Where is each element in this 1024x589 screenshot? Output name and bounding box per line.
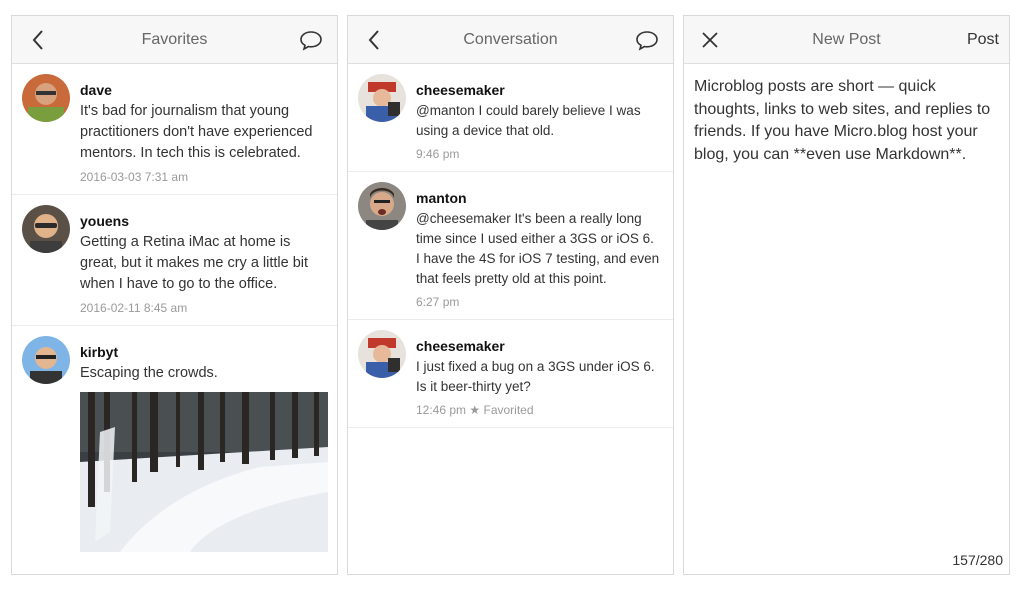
avatar[interactable] xyxy=(22,74,70,122)
list-item[interactable] xyxy=(348,64,673,172)
favorited-status: ★ Favorited xyxy=(469,403,534,417)
post-time[interactable]: 9:46 pm xyxy=(416,147,460,161)
speech-bubble-icon xyxy=(635,29,659,51)
avatar[interactable] xyxy=(358,330,406,378)
post-time[interactable]: 6:27 pm xyxy=(416,295,460,309)
favorites-screen xyxy=(11,15,338,575)
nav-bar xyxy=(348,16,673,64)
page-title: Conversation xyxy=(463,31,558,48)
new-post-screen xyxy=(683,15,1010,575)
post-time[interactable]: 12:46 pm xyxy=(416,403,467,417)
post-button[interactable]: Post xyxy=(966,31,999,48)
post-text: I just fixed a bug on a 3GS under iOS 6. Is it beer-thirty yet? xyxy=(416,359,655,394)
username[interactable]: manton xyxy=(416,190,467,206)
nav-bar xyxy=(12,16,337,64)
character-counter: 157/280 xyxy=(952,552,1003,568)
post-date[interactable]: 2016-02-11 8:45 am xyxy=(80,301,188,315)
reply-button[interactable] xyxy=(625,16,669,64)
post-meta xyxy=(416,403,661,417)
speech-bubble-icon xyxy=(299,29,323,51)
username[interactable]: youens xyxy=(80,213,130,229)
page-title: New Post xyxy=(812,31,881,48)
avatar[interactable] xyxy=(22,336,70,384)
username[interactable]: cheesemaker xyxy=(416,82,505,98)
list-item[interactable] xyxy=(12,64,337,195)
page-title: Favorites xyxy=(141,31,208,48)
username[interactable]: kirbyt xyxy=(80,344,119,360)
username[interactable]: cheesemaker xyxy=(416,338,505,354)
nav-bar xyxy=(684,16,1009,64)
list-item[interactable] xyxy=(348,320,673,428)
post-text: @manton I could barely believe I was using a device that old. xyxy=(416,103,641,138)
reply-button[interactable] xyxy=(289,16,333,64)
post-date[interactable]: 2016-03-03 7:31 am xyxy=(80,170,189,184)
post-text: @cheesemaker It's been a really long time since I used either a 3GS or iOS 6. I have the 4S for iOS 7 testing, and even that feels pretty old at this point. xyxy=(416,211,660,286)
avatar[interactable] xyxy=(358,182,406,230)
post-text: It's bad for journalism that young practitioners don't have experienced mentors. In tech this is celebrated. xyxy=(80,103,313,161)
post-photo[interactable] xyxy=(80,392,328,552)
conversation-screen xyxy=(347,15,674,575)
post-text: Escaping the crowds. xyxy=(80,365,218,381)
compose-text-area[interactable]: Microblog posts are short — quick thoughts, links to web sites, and replies to friends. If you have Micro.blog host your blog, you can **even use Markdown**. xyxy=(694,78,991,163)
avatar[interactable] xyxy=(358,74,406,122)
avatar[interactable] xyxy=(22,205,70,253)
list-item[interactable] xyxy=(12,326,337,562)
list-item[interactable] xyxy=(348,172,673,320)
username[interactable]: dave xyxy=(80,82,112,98)
list-item[interactable] xyxy=(12,195,337,326)
post-text: Getting a Retina iMac at home is great, but it makes me cry a little bit when I have to go to the office. xyxy=(80,234,309,292)
